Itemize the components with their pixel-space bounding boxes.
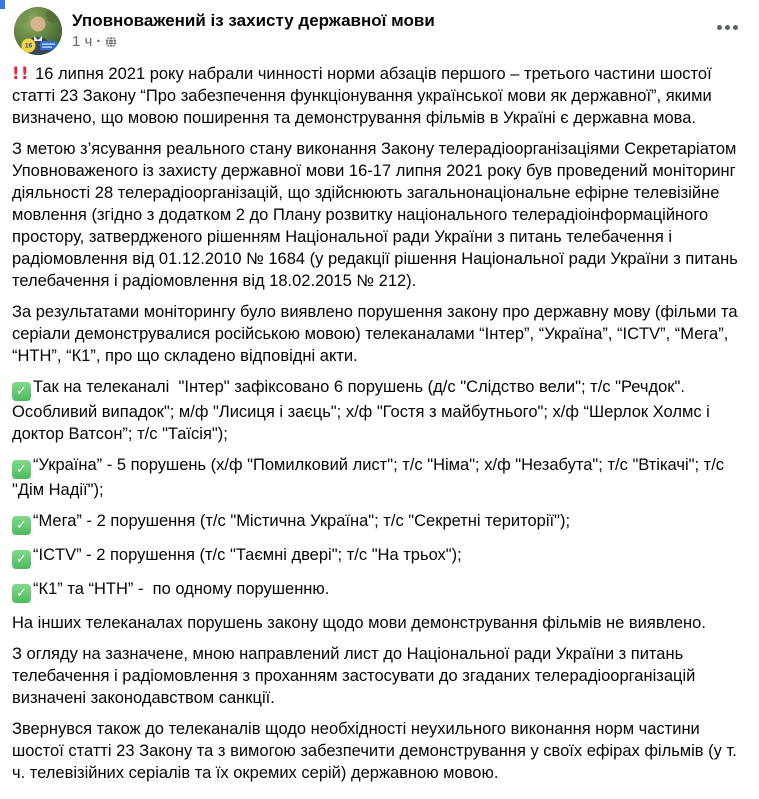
check-icon: ✓ <box>12 460 31 479</box>
post-body <box>0 59 759 784</box>
ui-fragment <box>0 0 5 9</box>
globe-privacy-icon <box>105 36 117 48</box>
post-paragraph <box>12 301 747 367</box>
dot-separator: · <box>96 33 102 50</box>
paragraph-text: З огляду на зазначене, мною направлений лист до Національної ради України з питань телебачення і радіомовлення з проханням застосувати до згаданих телерадіоорганізацій визначені законодавством санкції. <box>12 645 700 707</box>
timestamp-link[interactable]: 1 ч <box>72 33 93 50</box>
double-exclamation-icon: !! <box>12 64 31 83</box>
post-paragraph <box>12 578 747 603</box>
ellipsis-icon <box>717 25 722 30</box>
paragraph-text: “Мега” - 2 порушення (т/с "Містична Україна"; т/с "Секретні території"); <box>33 512 571 530</box>
check-icon: ✓ <box>12 382 31 401</box>
paragraph-text: Звернувся також до телеканалів щодо необхідності неухильного виконання норм частини шостої статті 23 Закону та з вимогою забезпечити демонстрування у своїх ефірах фільмів (у т. ч. телевізійних серіалів та їх окремих серій) державною мовою. <box>12 720 742 782</box>
post-options-button[interactable] <box>709 15 745 39</box>
paragraph-text: 16 липня 2021 року набрали чинності норми абзаців першого – третього частини шостої статті 23 Закону “Про забезпечення функціонування української мови як державної”, якими визначено, що мовою поширення та демонстрування фільмів в Україні є державна мова. <box>12 65 717 127</box>
paragraph-text: На інших телеканалах порушень закону щодо мови демонстрування фільмів не виявлено. <box>12 614 706 632</box>
paragraph-text: З метою з’ясування реального стану виконання Закону телерадіоорганізаціями Секретаріатом Уповноваженого із захисту державної мови 16-17 липня 2021 року був проведений моніторинг діяльності 28 телерадіоорганізацій, що здійснюють загальнонаціональне ефірне телевізійне мовлення (згідно з додатком 2 до Плану розвитку національного телерадіоінформаційного простору, затвердженого рішенням Національної ради України з питань телебачення і радіомовлення від 01.12.2010 № 1684 (у редакції рішення Національної ради України з питань телебачення і радіомовлення від 18.02.2015 № 212). <box>12 140 743 290</box>
post-paragraph <box>12 643 747 709</box>
page-name-link[interactable]: Уповноважений із захисту державної мови <box>72 11 435 30</box>
paragraph-text: Так на телеканалі "Інтер" зафіксовано 6 порушень (д/с "Слідство вели"; т/с "Речдок". Особливий випадок"; м/ф "Лисиця і заєць"; х/ф "Гостя з майбутнього"; х/ф “Шерлок Холмс і доктор Ватсон”; т/с "Таїсія"); <box>12 378 715 443</box>
post-paragraph <box>12 454 747 501</box>
avatar-badge-16: 16 <box>24 42 33 50</box>
post-paragraph <box>12 718 747 784</box>
post-paragraph <box>12 544 747 569</box>
check-icon: ✓ <box>12 584 31 603</box>
post-meta-row <box>72 32 435 51</box>
check-icon: ✓ <box>12 516 31 535</box>
page-avatar[interactable] <box>14 7 62 55</box>
post-paragraph <box>12 376 747 445</box>
paragraph-text: “Україна” - 5 порушень (х/ф "Помилковий лист"; т/с "Німа"; х/ф "Незабута"; т/с "Втікачі"; т/с "Дім Надії"); <box>12 456 729 499</box>
header-info <box>72 7 435 51</box>
check-icon: ✓ <box>12 550 31 569</box>
paragraph-text: За результатами моніторингу було виявлено порушення закону про державну мову (фільми та серіали демонструвалися російською мовою) телеканалами “Інтер”, “Україна”, “ICTV”, “Мега”, “НТН”, “К1”, про що складено відповідні акти. <box>12 303 743 365</box>
post-paragraph <box>12 612 747 634</box>
paragraph-text: “К1” та “НТН” - по одному порушенню. <box>33 580 330 598</box>
post-paragraph <box>12 63 747 129</box>
post-header <box>0 0 759 59</box>
post-paragraph <box>12 138 747 292</box>
avatar-photo <box>14 7 62 55</box>
post-paragraph <box>12 510 747 535</box>
paragraph-text: “ICTV” - 2 порушення (т/с "Таємні двері"; т/с "На трьох"); <box>33 546 462 564</box>
